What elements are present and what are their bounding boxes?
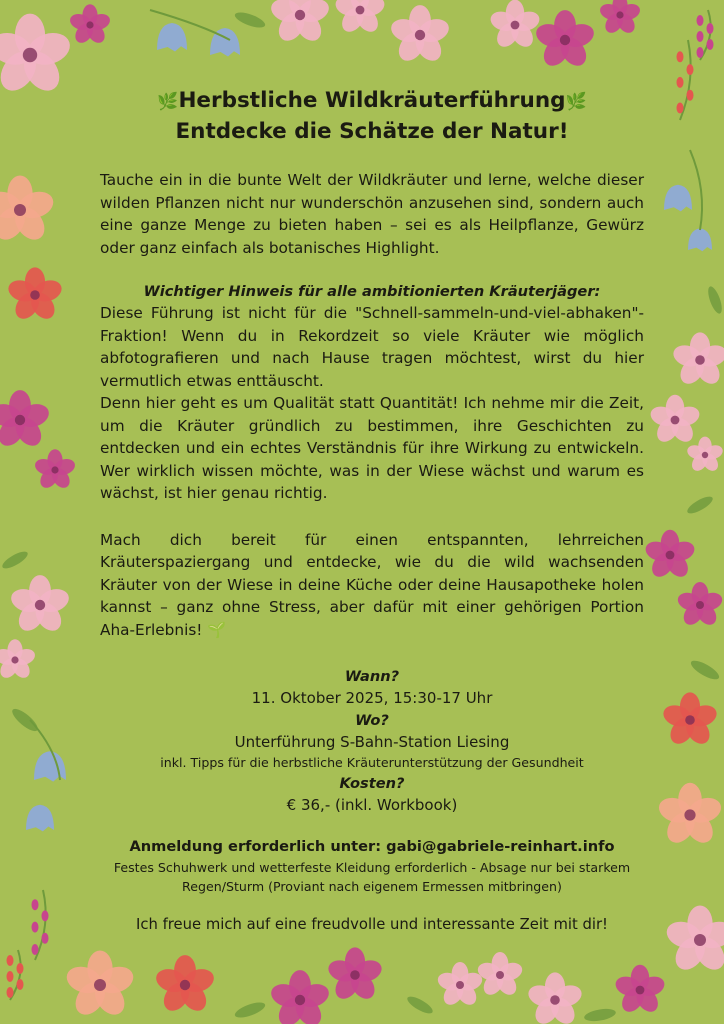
blossom-flower (268, 970, 332, 1024)
where-label: Wo? (355, 712, 389, 729)
leaf (9, 706, 41, 735)
blossom-flower (661, 692, 720, 748)
herb-sprig-icon: 🌿 (565, 92, 587, 112)
leaf (583, 1007, 616, 1023)
blossom-flower (153, 955, 217, 1016)
blossom-flower (268, 0, 332, 46)
blossom-bud (677, 51, 684, 62)
bluebell-flower (688, 228, 712, 251)
blossom-flower (326, 947, 385, 1003)
leaf (685, 494, 715, 517)
bluebell-flower (664, 185, 692, 212)
notice-paragraph-1: Diese Führung ist nicht für die "Schnell-sammeln-und-viel-abhaken"-Fraktion! Wenn du in Rekordzeit so viele Kräuter wie möglich abfotografieren und nach Hause tragen möchtest, wirst du hier vermutlich etwas enttäuscht. (100, 304, 644, 390)
blossom-bud (707, 39, 714, 50)
leaf (688, 657, 721, 683)
blossom-flower (663, 906, 724, 976)
notice-paragraph-2: Denn hier geht es um Qualität statt Quantität! Ich nehme mir die Zeit, um die Kräuter gründlich zu bestimmen, ihre Geschichten zu entdecken und ein echtes Verständnis für ihre Wirkung zu entwickeln. Wer wirklich wissen möchte, was in der Wiese wächst und warum es wächst, ist hier genau richtig. (100, 394, 644, 502)
when-value: 11. Oktober 2025, 15:30-17 Uhr (251, 689, 493, 707)
blossom-flower (533, 10, 597, 71)
flyer-content (100, 86, 644, 936)
title-line-2: Entdecke die Schätze der Natur! (175, 119, 569, 144)
blossom-flower (0, 390, 52, 451)
bluebell-flower (157, 23, 187, 52)
blossom-flower (643, 530, 697, 581)
blossom-bud (42, 933, 49, 944)
event-details (100, 665, 644, 816)
blossom-flower (333, 0, 387, 36)
bluebell-flower (34, 751, 66, 781)
blossom-flower (0, 639, 37, 681)
blossom-bud (687, 90, 694, 101)
equipment-note-line-1: Festes Schuhwerk und wetterfeste Kleidung erforderlich - Absage nur bei starkem (113, 860, 631, 875)
blossom-bud (677, 103, 684, 114)
blossom-flower (656, 783, 724, 848)
cost-label: Kosten? (339, 775, 405, 792)
when-label: Wann? (344, 668, 400, 685)
blossom-bud (677, 77, 684, 88)
flyer-title (100, 86, 644, 147)
blossom-flower (685, 437, 724, 474)
blossom-flower (526, 972, 585, 1024)
herb-sprig-icon: 🌿 (157, 92, 179, 112)
blossom-flower (6, 267, 65, 323)
invite-text: Mach dich bereit für einen entspannten, lehrreichen Kräuterspaziergang und entdecke, wie du die wild wachsenden Kräuter von der Wiese in deine Küche oder deine Hausapotheke holen kannst – ganz ohne Stress, aber dafür mit einer gehörigen Portion Aha-Erlebnis! (100, 530, 644, 639)
blossom-flower (598, 0, 642, 36)
bluebell-flower (26, 805, 54, 832)
blossom-bud (707, 23, 714, 34)
cost-value: € 36,- (inkl. Workbook) (286, 796, 458, 814)
blossom-bud (32, 944, 39, 955)
blossom-bud (7, 987, 14, 998)
equipment-note-line-2: Regen/Sturm (Proviant nach eigenem Ermessen mitbringen) (182, 879, 562, 894)
blossom-flower (388, 5, 452, 66)
where-note: inkl. Tipps für die herbstliche Kräuterunterstützung der Gesundheit (160, 755, 584, 770)
intro-paragraph: Tauche ein in die bunte Welt der Wildkräuter und lerne, welche dieser wilden Pflanzen nicht nur wunderschön anzusehen sind, sondern auch eine ganze Menge zu bieten haben – sei es als Heilpflanze, Gewürz oder ganz einfach als botanisches Highlight. (100, 171, 644, 257)
blossom-flower (33, 449, 77, 491)
blossom-flower (436, 962, 485, 1009)
blossom-flower (63, 951, 136, 1021)
blossom-bud (7, 955, 14, 966)
seedling-icon: 🌱 (207, 620, 227, 639)
blossom-bud (7, 971, 14, 982)
blossom-flower (0, 176, 57, 246)
blossom-flower (488, 0, 542, 51)
blossom-flower (8, 575, 72, 636)
leaf (233, 9, 267, 30)
blossom-bud (32, 922, 39, 933)
notice-heading: Wichtiger Hinweis für alle ambitionierten Kräuterjäger: (143, 283, 601, 300)
blossom-bud (42, 910, 49, 921)
registration-info: Anmeldung erforderlich unter: gabi@gabriele-reinhart.info (129, 838, 615, 855)
where-value: Unterführung S-Bahn-Station Liesing (234, 733, 510, 751)
closing-line: Ich freue mich auf eine freudvolle und interessante Zeit mit dir! (135, 916, 608, 933)
blossom-bud (687, 64, 694, 75)
blossom-flower (648, 395, 702, 446)
blossom-bud (17, 963, 24, 974)
blossom-flower (613, 965, 667, 1016)
leaf (233, 999, 267, 1020)
stem (690, 150, 702, 230)
blossom-bud (697, 31, 704, 42)
blossom-bud (697, 47, 704, 58)
blossom-bud (17, 979, 24, 990)
leaf (0, 549, 30, 572)
blossom-flower (476, 952, 525, 999)
blossom-flower (68, 4, 112, 46)
blossom-bud (697, 15, 704, 26)
blossom-flower (0, 14, 74, 98)
blossom-flower (671, 332, 724, 388)
title-line-1: Herbstliche Wildkräuterführung (178, 88, 566, 113)
blossom-bud (32, 899, 39, 910)
blossom-flower (676, 582, 724, 629)
leaf (705, 285, 724, 315)
invite-paragraph (100, 529, 644, 642)
leaf (405, 994, 435, 1017)
